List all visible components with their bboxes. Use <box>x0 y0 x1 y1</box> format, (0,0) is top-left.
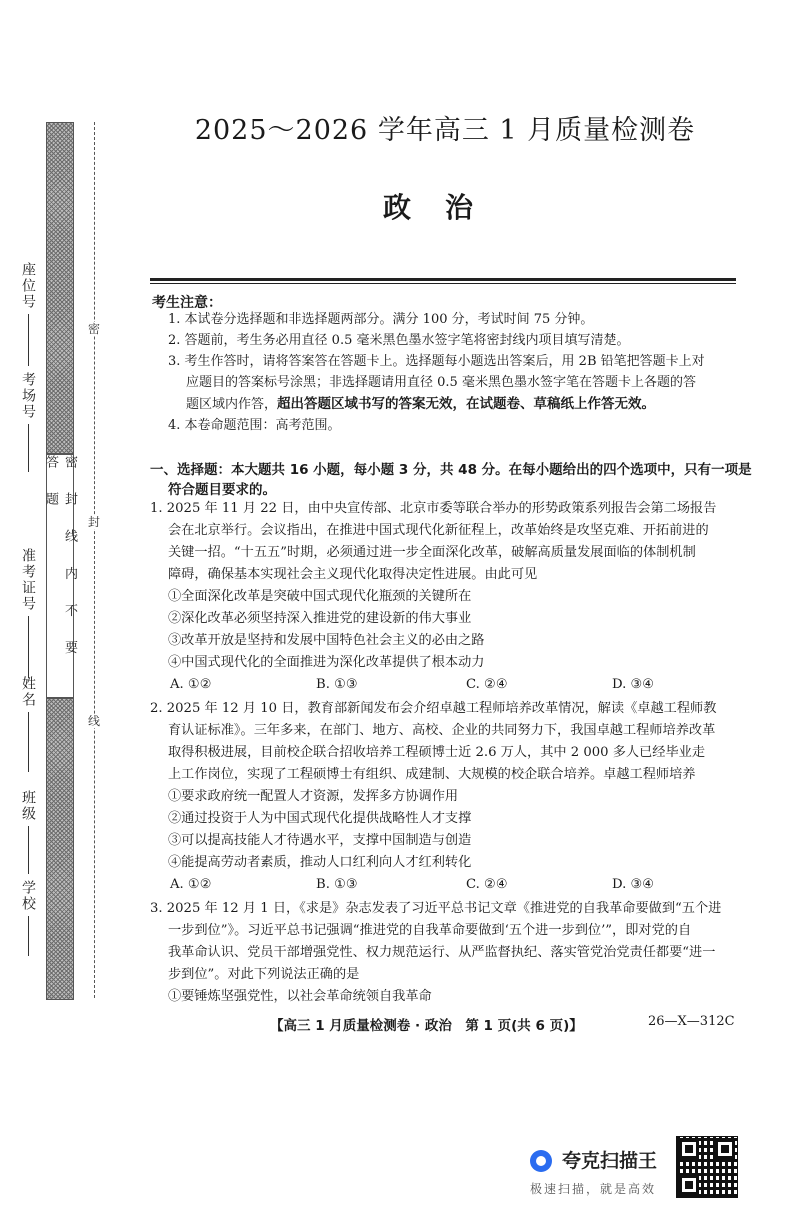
q1-option-b[interactable]: B. ①③ <box>316 677 358 692</box>
field-seat-number-label: 座位号 <box>20 262 36 310</box>
q1-option-c[interactable]: C. ②④ <box>466 677 508 692</box>
header-rule-thick <box>150 278 736 281</box>
notice-line-1: 1. 本试卷分选择题和非选择题两部分。满分 100 分，考试时间 75 分钟。 <box>168 312 594 327</box>
q1-option-d[interactable]: D. ③④ <box>612 677 655 692</box>
q1-stem-2: 会在北京举行。会议指出，在推进中国式现代化新征程上，改革始终是攻坚克难、开拓前进的 <box>168 523 709 538</box>
field-name-line[interactable] <box>28 712 29 772</box>
field-name[interactable] <box>14 676 42 772</box>
field-seat-number[interactable] <box>14 262 42 366</box>
qr-finder-bottom-left <box>679 1175 699 1195</box>
field-school-label: 学校 <box>20 880 36 912</box>
q1-stem-4: 障碍，确保基本实现社会主义现代化取得决定性进展。由此可见 <box>168 567 538 582</box>
section1-heading-line2: 符合题目要求的。 <box>168 482 276 498</box>
q1-item-1: ①全面深化改革是突破中国式现代化瓶颈的关键所在 <box>168 589 472 604</box>
seal-char-feng: 封 <box>87 515 100 529</box>
binding-hatch-top <box>46 122 74 454</box>
q1-stem-3: 关键一招。“十五五”时期，必须通过进一步全面深化改革，破解高质量发展面临的体制机制 <box>168 545 696 560</box>
seal-char-mi: 密 <box>87 322 100 336</box>
field-class[interactable] <box>14 790 42 874</box>
notice-bold-warning: 超出答题区域书写的答案无效，在试题卷、草稿纸上作答无效。 <box>277 396 656 412</box>
field-admission-number-label: 准考证号 <box>20 548 36 612</box>
q2-stem-4: 上工作岗位，实现了工程硕博士有组织、成建制、大规模的校企联合培养。卓越工程师培养 <box>168 767 696 782</box>
field-school-line[interactable] <box>28 916 29 956</box>
field-seat-number-line[interactable] <box>28 314 29 366</box>
qr-code-icon <box>676 1136 738 1198</box>
q1-item-2: ②深化改革必须坚持深入推进党的建设新的伟大事业 <box>168 611 472 626</box>
exam-title: 2025～2026 学年高三 1 月质量检测卷 <box>194 115 696 146</box>
notice-line-2: 2. 答题前，考生务必用直径 0.5 毫米黑色墨水签字笔将密封线内项目填写清楚。 <box>168 333 630 348</box>
subject-title: 政治 <box>382 191 507 224</box>
q1-item-4: ④中国式现代化的全面推进为深化改革提供了根本动力 <box>168 655 485 670</box>
paper-code: 26—X—312C <box>648 1014 735 1029</box>
q2-stem-3: 取得积极进展，目前校企联合招收培养工程硕博士近 2.6 万人，其中 2 000 多人已经毕业走 <box>168 745 706 760</box>
q3-stem-2: 一步到位”》。习近平总书记强调“推进党的自我革命要做到‘五个进一步到位’”，即对党的自 <box>168 923 692 938</box>
section1-heading-line1: 一、选择题：本大题共 16 小题，每小题 3 分，共 48 分。在每小题给出的四个选项中，只有一项是 <box>150 462 752 478</box>
q1-option-a[interactable]: A. ①② <box>170 677 212 692</box>
field-class-label: 班级 <box>20 790 36 822</box>
seal-dotted-line <box>94 122 95 998</box>
q1-stem-1: 1. 2025 年 11 月 22 日，由中央宣传部、北京市委等联合举办的形势政策系列报告会第二场报告 <box>150 501 717 516</box>
field-room-number-label: 考场号 <box>20 372 36 420</box>
q2-stem-2: 育认证标准》。三年多来，在部门、地方、高校、企业的共同努力下，我国卓越工程师培养改革 <box>168 723 716 738</box>
page-footer: 【高三 1 月质量检测卷 · 政治 第 1 页(共 6 页)】 <box>270 1018 583 1034</box>
q3-stem-1: 3. 2025 年 12 月 1 日，《求是》杂志发表了习近平总书记文章《推进党的自我革命要做到“五个进 <box>150 901 722 916</box>
field-class-line[interactable] <box>28 826 29 874</box>
header-rule-thin <box>150 283 736 284</box>
binding-hatch-bottom <box>46 698 74 1000</box>
scanner-app-name: 夸克扫描王 <box>562 1150 658 1172</box>
notice-line-4: 4. 本卷命题范围：高考范围。 <box>168 418 341 433</box>
notice-line-3-end-text: 题区域内作答， <box>186 397 278 412</box>
scanner-slogan: 极速扫描，就是高效 <box>530 1182 657 1196</box>
field-room-number-line[interactable] <box>28 424 29 472</box>
q2-option-c[interactable]: C. ②④ <box>466 877 508 892</box>
field-name-label: 姓名 <box>20 676 36 708</box>
q2-stem-1: 2. 2025 年 12 月 10 日，教育部新闻发布会介绍卓越工程师培养改革情况，解读《卓越工程师教 <box>150 701 717 716</box>
q3-stem-3: 我革命认识、党员干部增强党性、权力规范运行、从严监督执纪、落实管党治党责任都要“进一 <box>168 945 716 960</box>
notice-line-3: 3. 考生作答时，请将答案答在答题卡上。选择题每小题选出答案后，用 2B 铅笔把答题卡上对 <box>168 354 705 369</box>
notice-heading: 考生注意： <box>152 295 222 311</box>
notice-line-3-cont: 应题目的答案标号涂黑；非选择题请用直径 0.5 毫米黑色墨水签字笔在答题卡上各题的答 <box>186 375 696 390</box>
field-room-number[interactable] <box>14 372 42 472</box>
q3-item-1: ①要锤炼坚强党性，以社会革命统领自我革命 <box>168 989 432 1004</box>
seal-notice-box <box>43 454 77 698</box>
q2-item-3: ③可以提高技能人才待遇水平，支撑中国制造与创造 <box>168 833 472 848</box>
q2-item-2: ②通过投资于人为中国式现代化提供战略性人才支撑 <box>168 811 472 826</box>
q1-item-3: ③改革开放是坚持和发展中国特色社会主义的必由之路 <box>168 633 485 648</box>
q3-stem-4: 步到位”。对此下列说法正确的是 <box>168 967 360 982</box>
field-admission-number[interactable] <box>14 548 42 678</box>
q2-option-d[interactable]: D. ③④ <box>612 877 655 892</box>
q2-item-1: ①要求政府统一配置人才资源，发挥多方协调作用 <box>168 789 459 804</box>
seal-char-xian: 线 <box>87 714 100 728</box>
qr-finder-top-left <box>679 1139 699 1159</box>
qr-finder-top-right <box>715 1139 735 1159</box>
field-admission-number-line[interactable] <box>28 616 29 678</box>
q2-option-a[interactable]: A. ①② <box>170 877 212 892</box>
seal-notice-text: 密 封 线 内 不 要 答 题 <box>43 455 77 664</box>
q2-option-b[interactable]: B. ①③ <box>316 877 358 892</box>
notice-line-3-end <box>186 396 655 413</box>
scanner-logo-icon <box>530 1150 552 1172</box>
field-school[interactable] <box>14 880 42 956</box>
q2-item-4: ④能提高劳动者素质，推动人口红利向人才红利转化 <box>168 855 472 870</box>
